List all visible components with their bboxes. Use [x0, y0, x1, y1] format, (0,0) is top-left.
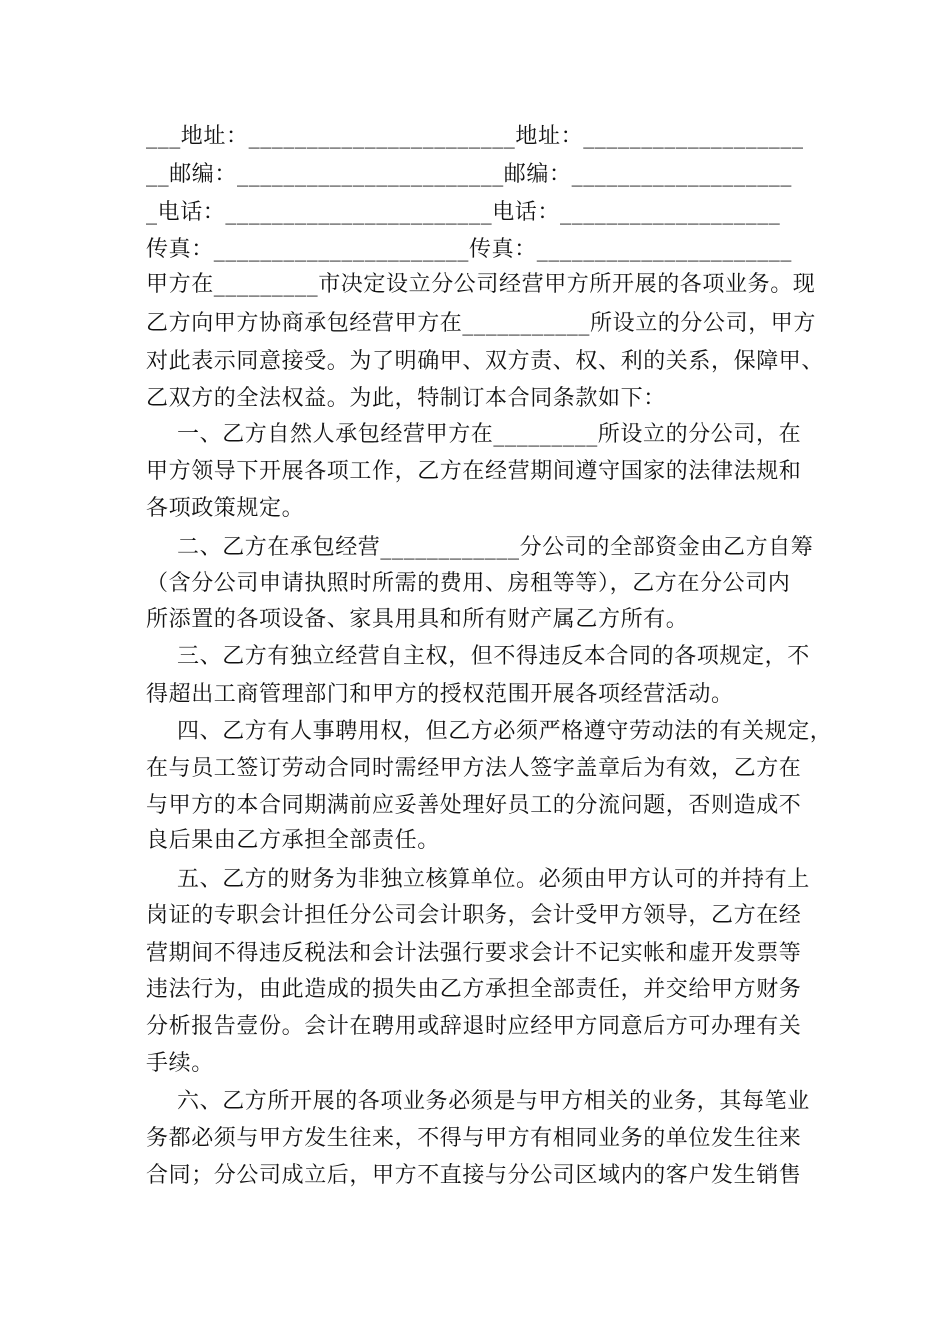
- body-line: 手续。: [146, 1051, 214, 1076]
- body-line: 各项政策规定。: [146, 496, 305, 521]
- body-line: 乙双方的全法权益。为此，特制订本合同条款如下：: [146, 386, 666, 411]
- body-line: （含分公司申请执照时所需的费用、房租等等），乙方在分公司内: [146, 571, 791, 596]
- clause-3-line: 三、乙方有独立经营自主权，但不得违反本合同的各项规定，不: [177, 644, 810, 669]
- body-line: 对此表示同意接受。为了明确甲、双方责、权、利的关系，保障甲、: [146, 349, 825, 374]
- body-line: 合同；分公司成立后，甲方不直接与分公司区域内的客户发生销售: [146, 1163, 802, 1188]
- clause-6-line: 六、乙方所开展的各项业务必须是与甲方相关的业务，其每笔业: [177, 1089, 810, 1114]
- body-line: 在与员工签订劳动合同时需经甲方法人签字盖章后为有效，乙方在: [146, 756, 802, 781]
- clause-5-line: 五、乙方的财务为非独立核算单位。必须由甲方认可的并持有上: [177, 867, 810, 892]
- phone-line: _电话：_______________________电话：___________________: [146, 200, 781, 225]
- body-line: 甲方领导下开展各项工作，乙方在经营期间遵守国家的法律法规和: [146, 459, 802, 484]
- clause-1-line: 一、乙方自然人承包经营甲方在_________所设立的分公司，在: [177, 422, 802, 447]
- body-line: 甲方在_________市决定设立分公司经营甲方所开展的各项业务。现: [146, 272, 816, 297]
- address-line: ___地址：_______________________地址：___________________: [146, 124, 804, 149]
- body-line: 违法行为，由此造成的损失由乙方承担全部责任，并交给甲方财务: [146, 977, 802, 1002]
- fax-line: 传真：______________________传真：______________________: [146, 237, 792, 262]
- body-line: 乙方向甲方协商承包经营甲方在___________所设立的分公司，甲方: [146, 311, 817, 336]
- clause-4-line: 四、乙方有人事聘用权，但乙方必须严格遵守劳动法的有关规定，: [177, 719, 833, 744]
- body-line: 所添置的各项设备、家具用具和所有财产属乙方所有。: [146, 607, 689, 632]
- postcode-line: __邮编：_______________________邮编：___________________: [146, 162, 792, 187]
- body-line: 分析报告壹份。会计在聘用或辞退时应经甲方同意后方可办理有关: [146, 1014, 802, 1039]
- body-line: 营期间不得违反税法和会计法强行要求会计不记实帐和虚开发票等: [146, 941, 802, 966]
- body-line: 务都必须与甲方发生往来，不得与甲方有相同业务的单位发生往来: [146, 1126, 802, 1151]
- body-line: 岗证的专职会计担任分公司会计职务，会计受甲方领导，乙方在经: [146, 903, 802, 928]
- body-line: 与甲方的本合同期满前应妥善处理好员工的分流问题，否则造成不: [146, 793, 802, 818]
- body-line: 良后果由乙方承担全部责任。: [146, 828, 440, 853]
- body-line: 得超出工商管理部门和甲方的授权范围开展各项经营活动。: [146, 682, 734, 707]
- clause-2-line: 二、乙方在承包经营____________分公司的全部资金由乙方自筹: [177, 535, 814, 560]
